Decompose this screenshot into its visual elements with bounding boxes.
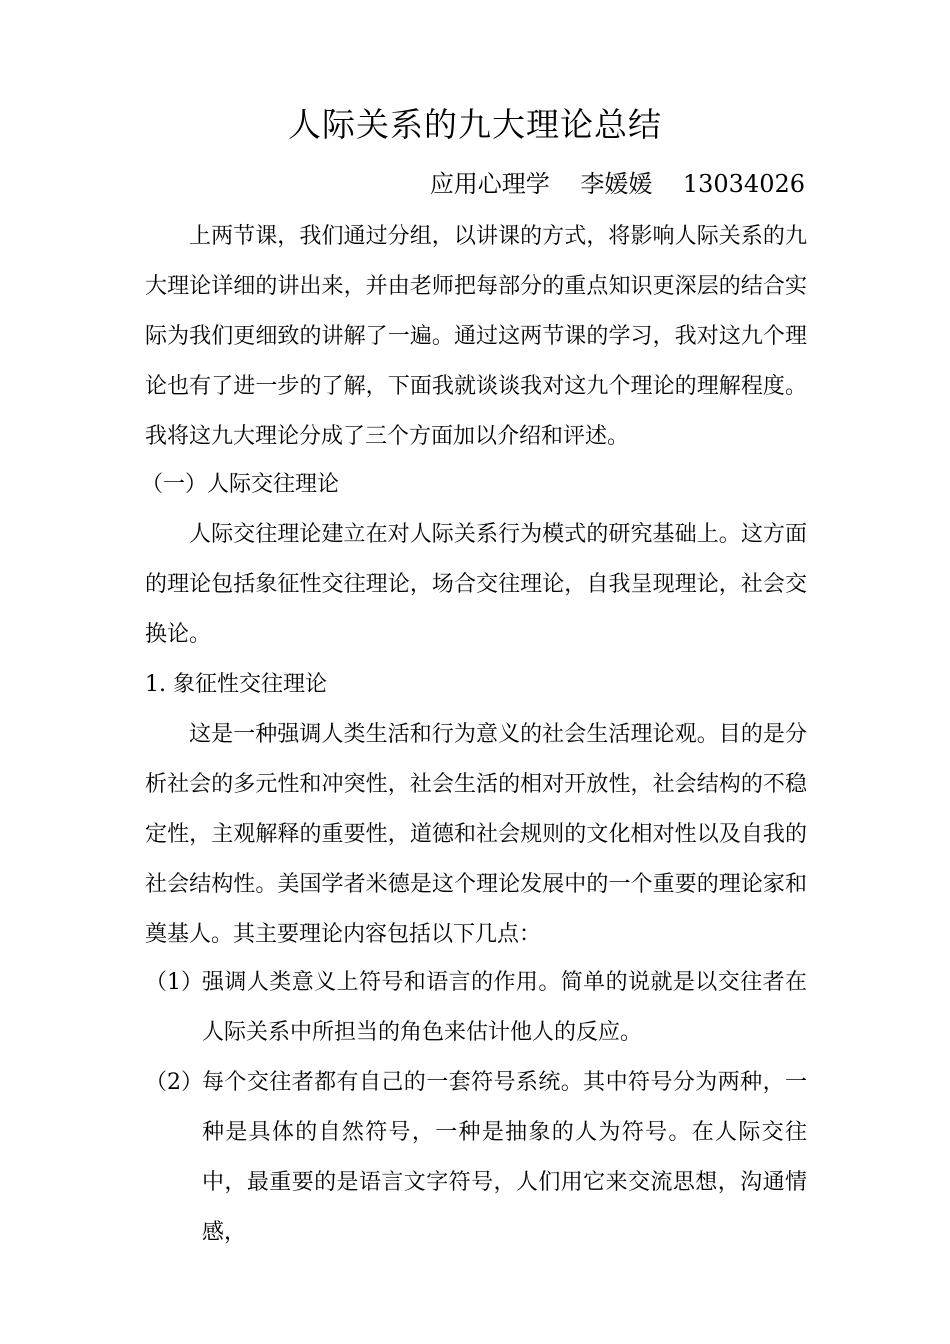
list-marker: （2） (145, 1070, 203, 1095)
document-title: 人际关系的九大理论总结 (288, 105, 662, 144)
subsection-heading: 1. 象征性交往理论 (145, 672, 327, 697)
section-paragraph: 人际交往理论建立在对人际关系行为模式的研究基础上。这方面的理论包括象征性交往理论，场合交往理论，自我呈现理论，社会交换论。 (145, 522, 807, 647)
list-item (145, 1058, 807, 1258)
author-line: 应用心理学 李媛媛 13034026 (429, 170, 805, 198)
section-heading: （一）人际交往理论 (141, 472, 340, 497)
list-item-text: 每个交往者都有自己的一套符号系统。其中符号分为两种，一种是具体的自然符号，一种是抽象的人为符号。在人际交往中，最重要的是语言文字符号，人们用它来交流思想，沟通情感， (202, 1070, 807, 1245)
list-item (145, 958, 807, 1058)
list-item-text: 强调人类意义上符号和语言的作用。简单的说就是以交往者在人际关系中所担当的角色来估计他人的反应。 (202, 970, 807, 1045)
subsection-paragraph: 这是一种强调人类生活和行为意义的社会生活理论观。目的是分析社会的多元性和冲突性，社会生活的相对开放性，社会结构的不稳定性，主观解释的重要性，道德和社会规则的文化相对性以及自我的社会结构性。美国学者米德是这个理论发展中的一个重要的理论家和奠基人。其主要理论内容包括以下几点： (145, 722, 807, 947)
intro-paragraph: 上两节课，我们通过分组，以讲课的方式，将影响人际关系的九大理论详细的讲出来，并由老师把每部分的重点知识更深层的结合实际为我们更细致的讲解了一遍。通过这两节课的学习，我对这九个理论也有了进一步的了解，下面我就谈谈我对这九个理论的理解程度。我将这九大理论分成了三个方面加以介绍和评述。 (145, 224, 807, 449)
list-marker: （1） (145, 970, 203, 995)
